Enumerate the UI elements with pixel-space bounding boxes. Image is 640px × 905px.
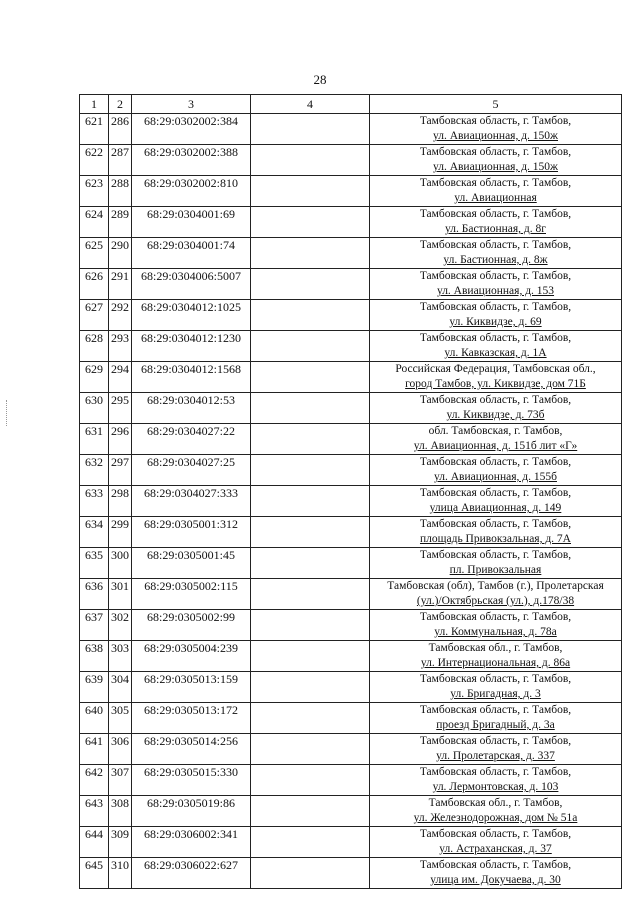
table-row [80,176,622,207]
cell-column-4 [251,703,370,734]
cell-sub-number: 287 [109,145,132,176]
cell-sub-number: 289 [109,207,132,238]
cell-row-number: 633 [80,486,109,517]
cell-row-number: 621 [80,114,109,145]
cell-address [370,672,622,703]
address-line-2: ул. Киквидзе, д. 73б [446,409,545,421]
cell-column-4 [251,300,370,331]
cell-sub-number: 297 [109,455,132,486]
cell-cadastral-number: 68:29:0305001:312 [132,517,251,548]
cell-row-number: 634 [80,517,109,548]
address-line-2: ул. Бастионная, д. 8г [445,223,546,235]
cell-cadastral-number: 68:29:0304027:22 [132,424,251,455]
cell-address [370,734,622,765]
cell-address [370,362,622,393]
address-line-1: Тамбовская область, г. Тамбов, [419,704,572,716]
cell-column-4 [251,827,370,858]
cell-row-number: 628 [80,331,109,362]
cell-cadastral-number: 68:29:0304027:333 [132,486,251,517]
cell-cadastral-number: 68:29:0305001:45 [132,548,251,579]
cell-address [370,610,622,641]
cell-row-number: 645 [80,858,109,889]
cell-column-4 [251,114,370,145]
table-row [80,114,622,145]
cell-cadastral-number: 68:29:0302002:384 [132,114,251,145]
cell-sub-number: 306 [109,734,132,765]
address-line-1: Тамбовская область, г. Тамбов, [419,146,572,158]
cell-cadastral-number: 68:29:0305015:330 [132,765,251,796]
table-row [80,424,622,455]
cell-column-4 [251,548,370,579]
address-line-2: ул. Бригадная, д. 3 [450,688,541,700]
cell-address [370,796,622,827]
cell-row-number: 635 [80,548,109,579]
header-col-1: 1 [80,95,109,114]
cell-sub-number: 302 [109,610,132,641]
header-col-2: 2 [109,95,132,114]
cell-cadastral-number: 68:29:0305019:86 [132,796,251,827]
cell-column-4 [251,796,370,827]
address-line-2: ул. Авиационная, д. 155б [434,471,557,483]
table-header [80,95,622,114]
cell-address [370,176,622,207]
cell-row-number: 639 [80,672,109,703]
address-line-2: ул. Лермонтовская, д. 103 [432,781,559,793]
cell-sub-number: 290 [109,238,132,269]
cell-sub-number: 299 [109,517,132,548]
address-line-2: ул. Бастионная, д. 8ж [443,254,548,266]
address-line-2: проезд Бригадный, д. 3а [436,719,555,731]
address-line-2: ул. Интернациональная, д. 86а [420,657,571,669]
address-line-2: (ул.)/Октябрьская (ул.), д.178/38 [416,595,575,607]
cell-column-4 [251,145,370,176]
address-line-1: Тамбовская область, г. Тамбов, [419,859,572,871]
cell-column-4 [251,362,370,393]
table-row [80,455,622,486]
table-body [80,114,622,889]
cell-sub-number: 291 [109,269,132,300]
cell-cadastral-number: 68:29:0304001:69 [132,207,251,238]
cell-address [370,114,622,145]
cell-column-4 [251,393,370,424]
cell-address [370,331,622,362]
cell-column-4 [251,455,370,486]
table-row [80,765,622,796]
cell-address [370,517,622,548]
address-line-1: Тамбовская (обл), Тамбов (г.), Пролетарская [387,580,604,592]
cell-row-number: 636 [80,579,109,610]
cell-column-4 [251,858,370,889]
table-row [80,548,622,579]
address-line-1: Тамбовская область, г. Тамбов, [419,208,572,220]
cell-column-4 [251,238,370,269]
address-line-2: ул. Кавказская, д. 1А [444,347,547,359]
address-line-1: Тамбовская обл., г. Тамбов, [428,797,563,809]
cell-sub-number: 301 [109,579,132,610]
cell-row-number: 626 [80,269,109,300]
address-line-2: ул. Железнодорожная, дом № 51а [413,812,578,824]
cell-cadastral-number: 68:29:0304001:74 [132,238,251,269]
header-col-5: 5 [370,95,622,114]
cell-row-number: 629 [80,362,109,393]
cell-column-4 [251,610,370,641]
cell-sub-number: 308 [109,796,132,827]
address-line-2: улица Авиационная, д. 149 [429,502,562,514]
address-line-1: Тамбовская область, г. Тамбов, [419,673,572,685]
address-line-1: Тамбовская область, г. Тамбов, [419,766,572,778]
cell-address [370,238,622,269]
table-row [80,207,622,238]
cell-cadastral-number: 68:29:0305013:159 [132,672,251,703]
address-line-2: ул. Авиационная, д. 150ж [432,130,559,142]
cell-row-number: 644 [80,827,109,858]
cell-address [370,207,622,238]
table-row [80,300,622,331]
registry-table [79,94,622,889]
table-row [80,269,622,300]
cell-row-number: 637 [80,610,109,641]
address-line-2: ул. Авиационная, д. 150ж [432,161,559,173]
cell-column-4 [251,672,370,703]
cell-column-4 [251,641,370,672]
cell-cadastral-number: 68:29:0306022:627 [132,858,251,889]
address-line-1: Тамбовская область, г. Тамбов, [419,270,572,282]
address-line-2: ул. Астраханская, д. 37 [439,843,552,855]
cell-sub-number: 304 [109,672,132,703]
cell-address [370,393,622,424]
cell-address [370,424,622,455]
header-col-4: 4 [251,95,370,114]
address-line-1: Тамбовская область, г. Тамбов, [419,611,572,623]
cell-address [370,858,622,889]
cell-row-number: 640 [80,703,109,734]
address-line-2: ул. Пролетарская, д. 337 [436,750,555,762]
address-line-1: Российская Федерация, Тамбовская обл., [395,363,596,375]
cell-row-number: 627 [80,300,109,331]
table-row [80,517,622,548]
cell-sub-number: 300 [109,548,132,579]
margin-mark [6,400,9,426]
table-row [80,579,622,610]
address-line-1: Тамбовская обл., г. Тамбов, [428,642,563,654]
cell-row-number: 642 [80,765,109,796]
cell-sub-number: 288 [109,176,132,207]
address-line-2: ул. Авиационная [454,192,537,204]
cell-sub-number: 309 [109,827,132,858]
cell-row-number: 624 [80,207,109,238]
cell-cadastral-number: 68:29:0302002:388 [132,145,251,176]
cell-cadastral-number: 68:29:0305002:99 [132,610,251,641]
cell-address [370,300,622,331]
table-row [80,641,622,672]
cell-sub-number: 305 [109,703,132,734]
cell-address [370,579,622,610]
cell-column-4 [251,424,370,455]
address-line-2: улица им. Докучаева, д. 30 [430,874,561,886]
cell-address [370,145,622,176]
cell-cadastral-number: 68:29:0304006:5007 [132,269,251,300]
table-row [80,827,622,858]
address-line-2: ул. Авиационная, д. 151б лит «Г» [413,440,578,452]
address-line-1: Тамбовская область, г. Тамбов, [419,487,572,499]
header-col-3: 3 [132,95,251,114]
cell-sub-number: 292 [109,300,132,331]
address-line-1: Тамбовская область, г. Тамбов, [419,177,572,189]
cell-column-4 [251,207,370,238]
address-line-1: Тамбовская область, г. Тамбов, [419,301,572,313]
cell-cadastral-number: 68:29:0304012:1230 [132,331,251,362]
cell-cadastral-number: 68:29:0304012:1025 [132,300,251,331]
cell-column-4 [251,765,370,796]
address-line-1: обл. Тамбовская, г. Тамбов, [428,425,563,437]
cell-cadastral-number: 68:29:0306002:341 [132,827,251,858]
cell-sub-number: 295 [109,393,132,424]
cell-address [370,269,622,300]
address-line-1: Тамбовская область, г. Тамбов, [419,828,572,840]
address-line-2: ул. Киквидзе, д. 69 [449,316,542,328]
cell-sub-number: 286 [109,114,132,145]
cell-sub-number: 296 [109,424,132,455]
address-line-1: Тамбовская область, г. Тамбов, [419,456,572,468]
address-line-1: Тамбовская область, г. Тамбов, [419,239,572,251]
table-row [80,610,622,641]
cell-row-number: 643 [80,796,109,827]
address-line-2: ул. Коммунальная, д. 78а [434,626,557,638]
address-line-2: ул. Авиационная, д. 153 [436,285,555,297]
cell-sub-number: 303 [109,641,132,672]
cell-cadastral-number: 68:29:0302002:810 [132,176,251,207]
address-line-2: площадь Привокзальная, д. 7А [419,533,571,545]
cell-cadastral-number: 68:29:0305013:172 [132,703,251,734]
address-line-2: город Тамбов, ул. Киквидзе, дом 71Б [405,378,586,390]
table-row [80,393,622,424]
table-row [80,734,622,765]
cell-row-number: 622 [80,145,109,176]
cell-cadastral-number: 68:29:0304012:53 [132,393,251,424]
cell-column-4 [251,517,370,548]
cell-column-4 [251,486,370,517]
table-row [80,858,622,889]
table-row [80,362,622,393]
table-row [80,238,622,269]
cell-column-4 [251,176,370,207]
address-line-2: пл. Привокзальная [449,564,542,576]
cell-row-number: 630 [80,393,109,424]
table-row [80,703,622,734]
cell-row-number: 632 [80,455,109,486]
address-line-1: Тамбовская область, г. Тамбов, [419,735,572,747]
table-row [80,672,622,703]
table-row [80,796,622,827]
cell-row-number: 625 [80,238,109,269]
cell-row-number: 641 [80,734,109,765]
cell-cadastral-number: 68:29:0305014:256 [132,734,251,765]
table-row [80,486,622,517]
cell-cadastral-number: 68:29:0305002:115 [132,579,251,610]
cell-cadastral-number: 68:29:0305004:239 [132,641,251,672]
address-line-1: Тамбовская область, г. Тамбов, [419,394,572,406]
cell-address [370,455,622,486]
cell-row-number: 631 [80,424,109,455]
cell-column-4 [251,269,370,300]
address-line-1: Тамбовская область, г. Тамбов, [419,115,572,127]
page-number: 28 [313,72,327,87]
cell-sub-number: 294 [109,362,132,393]
cell-sub-number: 293 [109,331,132,362]
cell-address [370,765,622,796]
table-row [80,331,622,362]
cell-cadastral-number: 68:29:0304012:1568 [132,362,251,393]
header-row [80,95,622,114]
cell-address [370,641,622,672]
cell-column-4 [251,579,370,610]
cell-column-4 [251,734,370,765]
cell-address [370,827,622,858]
table-row [80,145,622,176]
cell-sub-number: 298 [109,486,132,517]
cell-sub-number: 307 [109,765,132,796]
cell-address [370,486,622,517]
cell-cadastral-number: 68:29:0304027:25 [132,455,251,486]
cell-address [370,703,622,734]
address-line-1: Тамбовская область, г. Тамбов, [419,332,572,344]
address-line-1: Тамбовская область, г. Тамбов, [419,549,572,561]
address-line-1: Тамбовская область, г. Тамбов, [419,518,572,530]
cell-sub-number: 310 [109,858,132,889]
cell-address [370,548,622,579]
cell-row-number: 623 [80,176,109,207]
cell-column-4 [251,331,370,362]
cell-row-number: 638 [80,641,109,672]
